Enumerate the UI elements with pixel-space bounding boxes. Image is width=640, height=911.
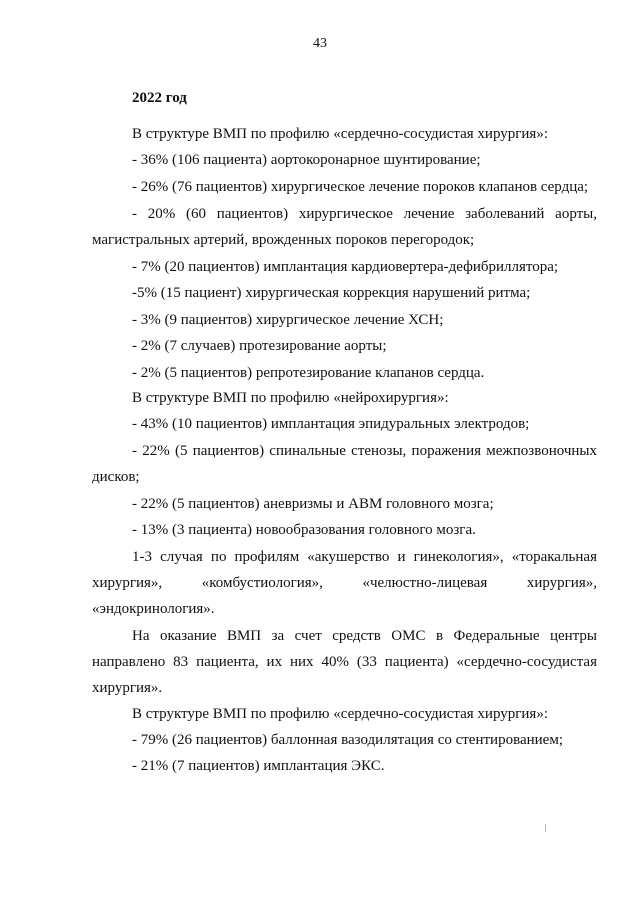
list-item: - 2% (7 случаев) протезирование аорты; [132,338,387,354]
page-number: 43 [313,36,327,51]
year-heading: 2022 год [132,90,187,106]
list-item: - 2% (5 пациентов) репротезирование клапанов сердца. [132,365,485,381]
paragraph-line: В структуре ВМП по профилю «нейрохирургия»: [132,390,449,406]
list-item: - 21% (7 пациентов) имплантация ЭКС. [132,758,385,774]
list-item: - 79% (26 пациентов) баллонная вазодилятация со стентированием; [132,732,563,748]
paragraph-line: хирургия», «комбустиология», «челюстно-лицевая хирургия», [92,575,597,591]
paragraph-line: В структуре ВМП по профилю «сердечно-сосудистая хирургия»: [132,706,548,722]
paragraph-line: хирургия». [92,680,163,696]
paragraph-line: На оказание ВМП за счет средств ОМС в Федеральные центры [132,628,597,644]
list-item: - 3% (9 пациентов) хирургическое лечение ХСН; [132,312,444,328]
list-item-continuation: магистральных артерий, врожденных пороков перегородок; [92,232,475,248]
list-item: - 7% (20 пациентов) имплантация кардиовертера-дефибриллятора; [132,259,559,275]
list-item: - 36% (106 пациента) аортокоронарное шунтирование; [132,152,481,168]
scan-mark [545,824,546,832]
list-item-continuation: дисков; [92,469,140,485]
list-item: - 43% (10 пациентов) имплантация эпидуральных электродов; [132,416,530,432]
list-item: - 20% (60 пациентов) хирургическое лечение заболеваний аорты, [132,206,597,222]
list-item: -5% (15 пациент) хирургическая коррекция нарушений ритма; [132,285,531,301]
list-item: - 26% (76 пациентов) хирургическое лечение пороков клапанов сердца; [132,179,589,195]
paragraph-line: направлено 83 пациента, их них 40% (33 пациента) «сердечно-сосудистая [92,654,597,670]
paragraph-line: 1-3 случая по профилям «акушерство и гинекология», «торакальная [132,549,597,565]
list-item: - 13% (3 пациента) новообразования головного мозга. [132,522,476,538]
list-item: - 22% (5 пациентов) спинальные стенозы, поражения межпозвоночных [132,443,597,459]
paragraph-line: «эндокринология». [92,601,215,617]
list-item: - 22% (5 пациентов) аневризмы и АВМ головного мозга; [132,496,494,512]
paragraph-line: В структуре ВМП по профилю «сердечно-сосудистая хирургия»: [132,126,548,142]
